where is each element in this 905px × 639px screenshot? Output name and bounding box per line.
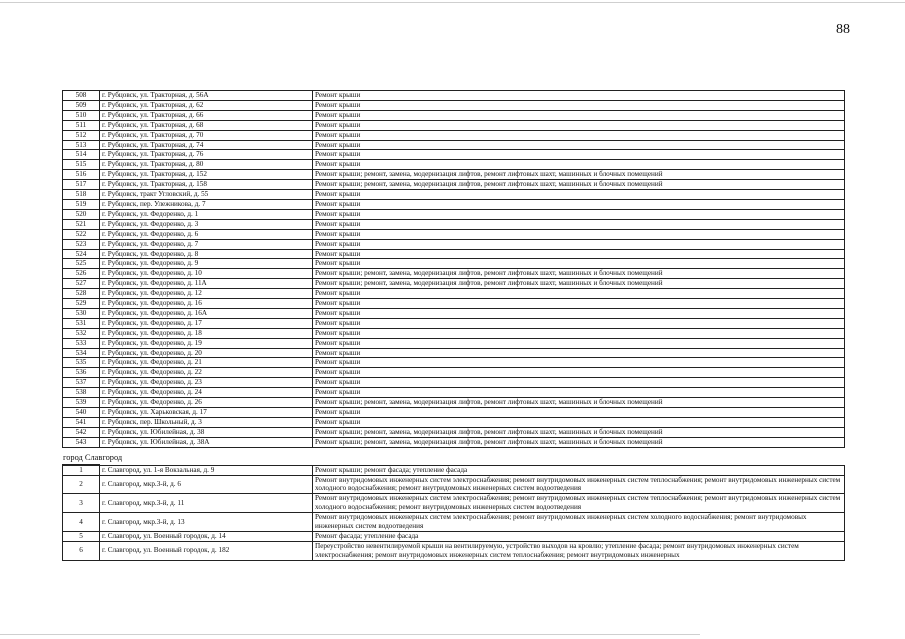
row-number: 525 bbox=[63, 259, 100, 269]
table-row bbox=[63, 408, 845, 418]
row-number: 523 bbox=[63, 239, 100, 249]
row-number: 520 bbox=[63, 209, 100, 219]
row-number: 540 bbox=[63, 408, 100, 418]
table-row bbox=[63, 531, 845, 541]
row-work-type: Ремонт крыши bbox=[313, 199, 845, 209]
row-address: г. Рубцовск, ул. Федоренко, д. 1 bbox=[100, 209, 313, 219]
row-number: 509 bbox=[63, 100, 100, 110]
row-address: г. Рубцовск, ул. Федоренко, д. 24 bbox=[100, 388, 313, 398]
table-row bbox=[63, 299, 845, 309]
table-row bbox=[63, 120, 845, 130]
table-row bbox=[63, 279, 845, 289]
row-address: г. Рубцовск, ул. Тракторная, д. 158 bbox=[100, 180, 313, 190]
table-row bbox=[63, 328, 845, 338]
row-work-type: Ремонт крыши bbox=[313, 318, 845, 328]
row-address: г. Рубцовск, ул. Федоренко, д. 20 bbox=[100, 348, 313, 358]
row-work-type: Переустройство невентилируемой крыши на вентилируемую, устройство выходов на кровлю; утепление фасада; ремонт внутридомовых инженерных систем электроснабжения; ремонт внутридомовых инженерных систем теплоснабжения; ремонт внутридомовых инженерных bbox=[313, 541, 845, 560]
page-number: 88 bbox=[836, 22, 850, 37]
row-number: 537 bbox=[63, 378, 100, 388]
row-work-type: Ремонт крыши bbox=[313, 378, 845, 388]
table-row bbox=[63, 100, 845, 110]
row-number: 511 bbox=[63, 120, 100, 130]
row-work-type: Ремонт внутридомовых инженерных систем электроснабжения; ремонт внутридомовых инженерных систем теплоснабжения; ремонт внутридомовых инженерных систем холодного водоснабжения; ремонт внутридомовых инженерных систем водоотведения bbox=[313, 494, 845, 513]
row-address: г. Рубцовск, ул. Федоренко, д. 12 bbox=[100, 289, 313, 299]
row-number: 541 bbox=[63, 417, 100, 427]
row-work-type: Ремонт крыши; ремонт, замена, модернизация лифтов, ремонт лифтовых шахт, машинных и блочных помещений bbox=[313, 437, 845, 447]
table-row bbox=[63, 388, 845, 398]
table-row bbox=[63, 358, 845, 368]
row-address: г. Рубцовск, ул. Тракторная, д. 56А bbox=[100, 91, 313, 101]
row-number: 1 bbox=[63, 465, 100, 475]
table-row bbox=[63, 219, 845, 229]
row-number: 519 bbox=[63, 199, 100, 209]
row-address: г. Рубцовск, ул. Федоренко, д. 26 bbox=[100, 398, 313, 408]
row-work-type: Ремонт крыши bbox=[313, 338, 845, 348]
row-address: г. Рубцовск, ул. Тракторная, д. 70 bbox=[100, 130, 313, 140]
table-row bbox=[63, 427, 845, 437]
rubtsovsk-table-body bbox=[63, 91, 845, 448]
row-work-type: Ремонт крыши bbox=[313, 219, 845, 229]
table-row bbox=[63, 239, 845, 249]
row-address: г. Рубцовск, ул. Федоренко, д. 21 bbox=[100, 358, 313, 368]
table-row bbox=[63, 475, 845, 494]
row-number: 539 bbox=[63, 398, 100, 408]
row-number: 531 bbox=[63, 318, 100, 328]
table-row bbox=[63, 180, 845, 190]
row-work-type: Ремонт крыши bbox=[313, 308, 845, 318]
row-address: г. Рубцовск, ул. Федоренко, д. 10 bbox=[100, 269, 313, 279]
row-number: 527 bbox=[63, 279, 100, 289]
row-address: г. Славгород, мкр.3-й, д. 11 bbox=[100, 494, 313, 513]
scan-edge-top bbox=[0, 2, 905, 3]
row-address: г. Рубцовск, ул. Федоренко, д. 19 bbox=[100, 338, 313, 348]
row-number: 534 bbox=[63, 348, 100, 358]
table-row bbox=[63, 199, 845, 209]
row-work-type: Ремонт крыши bbox=[313, 259, 845, 269]
table-row bbox=[63, 190, 845, 200]
row-address: г. Славгород, ул. Военный городок, д. 14 bbox=[100, 531, 313, 541]
row-address: г. Рубцовск, ул. Федоренко, д. 7 bbox=[100, 239, 313, 249]
row-number: 530 bbox=[63, 308, 100, 318]
row-work-type: Ремонт крыши bbox=[313, 328, 845, 338]
row-address: г. Рубцовск, тракт Угловский, д. 55 bbox=[100, 190, 313, 200]
row-number: 535 bbox=[63, 358, 100, 368]
row-address: г. Рубцовск, ул. Федоренко, д. 8 bbox=[100, 249, 313, 259]
row-work-type: Ремонт крыши bbox=[313, 289, 845, 299]
row-number: 516 bbox=[63, 170, 100, 180]
row-address: г. Рубцовск, пер. Улежникова, д. 7 bbox=[100, 199, 313, 209]
table-row bbox=[63, 170, 845, 180]
row-work-type: Ремонт внутридомовых инженерных систем электроснабжения; ремонт внутридомовых инженерных систем теплоснабжения; ремонт внутридомовых инженерных систем холодного водоснабжения; ремонт внутридомовых инженерных систем водоотведения bbox=[313, 475, 845, 494]
table-row bbox=[63, 249, 845, 259]
row-work-type: Ремонт крыши; ремонт, замена, модернизация лифтов, ремонт лифтовых шахт, машинных и блочных помещений bbox=[313, 170, 845, 180]
row-work-type: Ремонт крыши; ремонт, замена, модернизация лифтов, ремонт лифтовых шахт, машинных и блочных помещений bbox=[313, 279, 845, 289]
row-work-type: Ремонт крыши bbox=[313, 91, 845, 101]
table-row bbox=[63, 308, 845, 318]
row-work-type: Ремонт крыши bbox=[313, 130, 845, 140]
document-sheet bbox=[62, 90, 844, 561]
row-number: 522 bbox=[63, 229, 100, 239]
row-work-type: Ремонт фасада; утепление фасада bbox=[313, 531, 845, 541]
table-row bbox=[63, 91, 845, 101]
table-row bbox=[63, 140, 845, 150]
row-work-type: Ремонт крыши bbox=[313, 408, 845, 418]
row-number: 512 bbox=[63, 130, 100, 140]
section-title-text: город Славгород bbox=[63, 452, 123, 462]
row-work-type: Ремонт крыши bbox=[313, 160, 845, 170]
row-number: 533 bbox=[63, 338, 100, 348]
row-number: 538 bbox=[63, 388, 100, 398]
row-address: г. Рубцовск, ул. Юбилейная, д. 38А bbox=[100, 437, 313, 447]
row-work-type: Ремонт крыши; ремонт, замена, модернизация лифтов, ремонт лифтовых шахт, машинных и блочных помещений bbox=[313, 269, 845, 279]
section-title-slavgorod bbox=[62, 451, 123, 465]
row-number: 529 bbox=[63, 299, 100, 309]
table-row bbox=[63, 150, 845, 160]
table-row bbox=[63, 378, 845, 388]
row-address: г. Рубцовск, ул. Федоренко, д. 17 bbox=[100, 318, 313, 328]
table-row bbox=[63, 289, 845, 299]
row-number: 528 bbox=[63, 289, 100, 299]
row-work-type: Ремонт крыши bbox=[313, 229, 845, 239]
row-number: 3 bbox=[63, 494, 100, 513]
row-address: г. Рубцовск, ул. Харьковская, д. 17 bbox=[100, 408, 313, 418]
table-row bbox=[63, 259, 845, 269]
row-work-type: Ремонт крыши bbox=[313, 150, 845, 160]
row-address: г. Рубцовск, ул. Тракторная, д. 74 bbox=[100, 140, 313, 150]
row-work-type: Ремонт крыши bbox=[313, 299, 845, 309]
row-address: г. Славгород, мкр.3-й, д. 6 bbox=[100, 475, 313, 494]
table-row bbox=[63, 513, 845, 532]
row-work-type: Ремонт крыши bbox=[313, 348, 845, 358]
row-number: 542 bbox=[63, 427, 100, 437]
row-address: г. Рубцовск, ул. Тракторная, д. 80 bbox=[100, 160, 313, 170]
rubtsovsk-table bbox=[62, 90, 845, 448]
row-address: г. Славгород, ул. 1-я Вокзальная, д. 9 bbox=[100, 465, 313, 475]
row-address: г. Рубцовск, ул. Федоренко, д. 23 bbox=[100, 378, 313, 388]
row-number: 524 bbox=[63, 249, 100, 259]
table-row bbox=[63, 269, 845, 279]
row-address: г. Рубцовск, ул. Федоренко, д. 3 bbox=[100, 219, 313, 229]
row-work-type: Ремонт крыши; ремонт фасада; утепление фасада bbox=[313, 465, 845, 475]
row-work-type: Ремонт крыши bbox=[313, 417, 845, 427]
row-number: 5 bbox=[63, 531, 100, 541]
row-work-type: Ремонт крыши bbox=[313, 140, 845, 150]
table-row bbox=[63, 209, 845, 219]
row-address: г. Рубцовск, ул. Федоренко, д. 6 bbox=[100, 229, 313, 239]
row-work-type: Ремонт крыши bbox=[313, 190, 845, 200]
scan-edge-bottom bbox=[0, 634, 700, 635]
row-number: 518 bbox=[63, 190, 100, 200]
row-number: 515 bbox=[63, 160, 100, 170]
row-number: 510 bbox=[63, 110, 100, 120]
row-number: 508 bbox=[63, 91, 100, 101]
table-row bbox=[63, 398, 845, 408]
table-row bbox=[63, 417, 845, 427]
table-row bbox=[63, 160, 845, 170]
row-address: г. Рубцовск, ул. Тракторная, д. 152 bbox=[100, 170, 313, 180]
row-address: г. Рубцовск, пер. Школьный, д. 3 bbox=[100, 417, 313, 427]
table-row bbox=[63, 130, 845, 140]
row-address: г. Славгород, мкр.3-й, д. 13 bbox=[100, 513, 313, 532]
row-address: г. Рубцовск, ул. Тракторная, д. 68 bbox=[100, 120, 313, 130]
table-row bbox=[63, 229, 845, 239]
row-number: 517 bbox=[63, 180, 100, 190]
row-address: г. Рубцовск, ул. Федоренко, д. 16А bbox=[100, 308, 313, 318]
row-work-type: Ремонт крыши bbox=[313, 368, 845, 378]
row-number: 543 bbox=[63, 437, 100, 447]
table-row bbox=[63, 541, 845, 560]
table-row bbox=[63, 348, 845, 358]
row-work-type: Ремонт крыши; ремонт, замена, модернизация лифтов, ремонт лифтовых шахт, машинных и блочных помещений bbox=[313, 180, 845, 190]
table-row bbox=[63, 437, 845, 447]
row-work-type: Ремонт крыши bbox=[313, 239, 845, 249]
row-number: 4 bbox=[63, 513, 100, 532]
table-row bbox=[63, 110, 845, 120]
row-number: 521 bbox=[63, 219, 100, 229]
table-row bbox=[63, 465, 845, 475]
row-address: г. Рубцовск, ул. Федоренко, д. 11А bbox=[100, 279, 313, 289]
row-number: 526 bbox=[63, 269, 100, 279]
table-row bbox=[63, 338, 845, 348]
row-address: г. Рубцовск, ул. Федоренко, д. 9 bbox=[100, 259, 313, 269]
row-work-type: Ремонт крыши; ремонт, замена, модернизация лифтов, ремонт лифтовых шахт, машинных и блочных помещений bbox=[313, 427, 845, 437]
row-address: г. Рубцовск, ул. Юбилейная, д. 38 bbox=[100, 427, 313, 437]
table-row bbox=[63, 368, 845, 378]
row-address: г. Рубцовск, ул. Тракторная, д. 76 bbox=[100, 150, 313, 160]
row-number: 536 bbox=[63, 368, 100, 378]
table-row bbox=[63, 494, 845, 513]
slavgorod-table bbox=[62, 465, 845, 561]
row-address: г. Рубцовск, ул. Тракторная, д. 62 bbox=[100, 100, 313, 110]
row-work-type: Ремонт крыши bbox=[313, 120, 845, 130]
row-number: 2 bbox=[63, 475, 100, 494]
row-number: 514 bbox=[63, 150, 100, 160]
row-number: 532 bbox=[63, 328, 100, 338]
row-work-type: Ремонт крыши bbox=[313, 110, 845, 120]
row-work-type: Ремонт крыши bbox=[313, 209, 845, 219]
row-number: 6 bbox=[63, 541, 100, 560]
row-work-type: Ремонт крыши bbox=[313, 388, 845, 398]
slavgorod-table-body bbox=[63, 465, 845, 560]
row-address: г. Рубцовск, ул. Федоренко, д. 16 bbox=[100, 299, 313, 309]
row-work-type: Ремонт внутридомовых инженерных систем электроснабжения; ремонт внутридомовых инженерных систем холодного водоснабжения; ремонт внутридомовых инженерных систем водоотведения bbox=[313, 513, 845, 532]
row-work-type: Ремонт крыши bbox=[313, 249, 845, 259]
table-row bbox=[63, 318, 845, 328]
row-work-type: Ремонт крыши bbox=[313, 100, 845, 110]
row-address: г. Рубцовск, ул. Федоренко, д. 18 bbox=[100, 328, 313, 338]
row-work-type: Ремонт крыши bbox=[313, 358, 845, 368]
row-address: г. Рубцовск, ул. Федоренко, д. 22 bbox=[100, 368, 313, 378]
row-number: 513 bbox=[63, 140, 100, 150]
row-address: г. Рубцовск, ул. Тракторная, д. 66 bbox=[100, 110, 313, 120]
row-work-type: Ремонт крыши; ремонт, замена, модернизация лифтов, ремонт лифтовых шахт, машинных и блочных помещений bbox=[313, 398, 845, 408]
row-address: г. Славгород, ул. Военный городок, д. 182 bbox=[100, 541, 313, 560]
